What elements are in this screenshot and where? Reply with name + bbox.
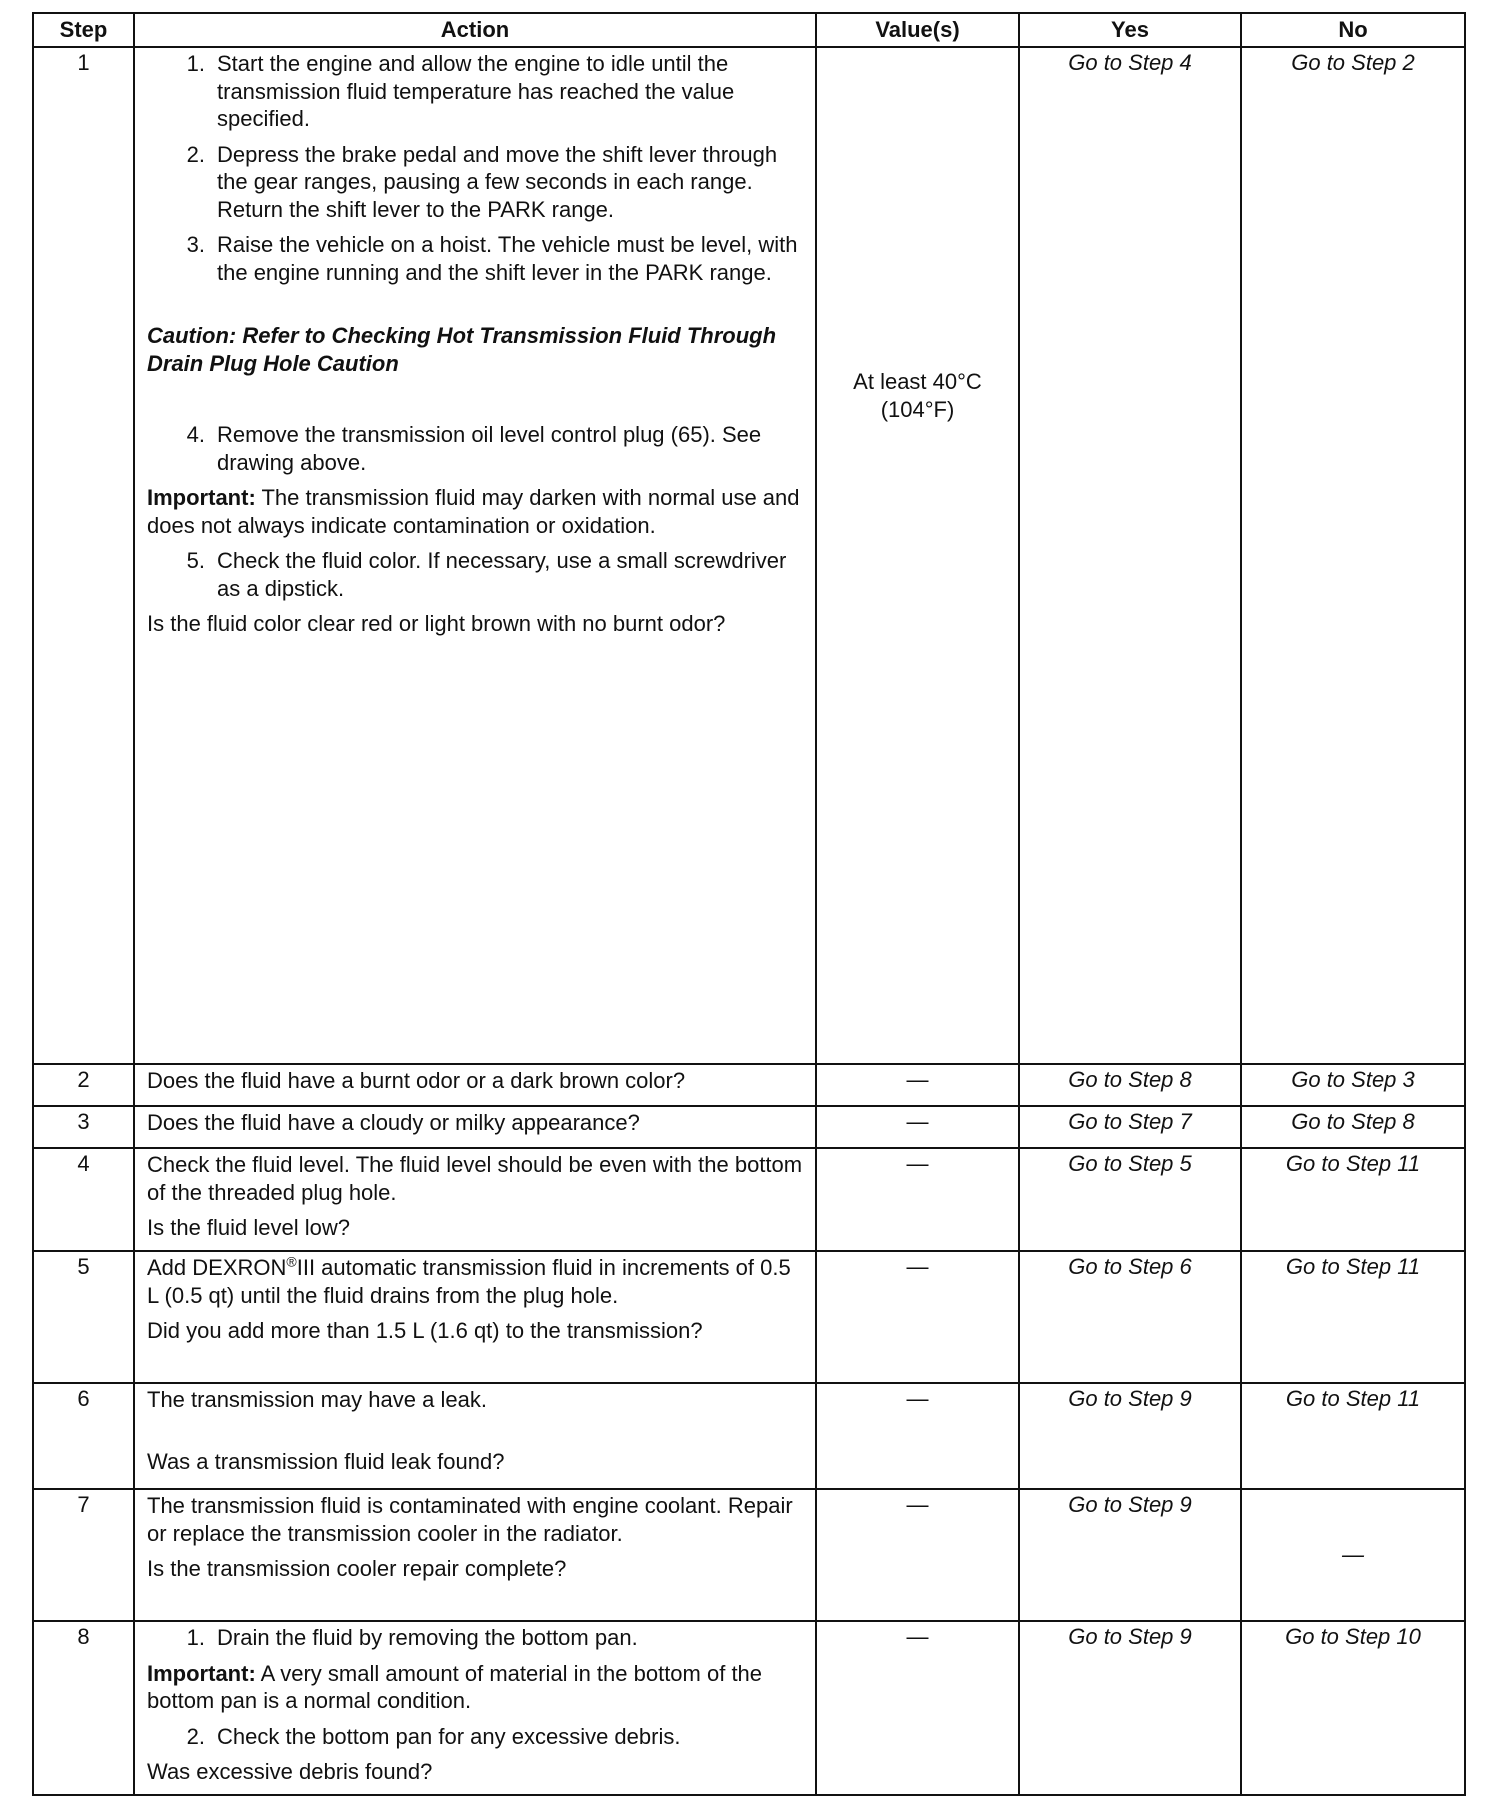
list-item bbox=[147, 547, 803, 602]
item-number: 5. bbox=[186, 548, 205, 573]
diagnostic-table bbox=[32, 12, 1466, 1796]
no-cell: Go to Step 10 bbox=[1241, 1621, 1465, 1795]
step-number: 6 bbox=[33, 1383, 134, 1489]
instruction-text: The transmission fluid is contaminated with engine coolant. Repair or replace the transmission cooler in the radiator. bbox=[147, 1493, 793, 1546]
question-text: Was excessive debris found? bbox=[147, 1759, 433, 1784]
header-action: Action bbox=[134, 13, 816, 47]
item-text: Depress the brake pedal and move the shift lever through the gear ranges, pausing a few seconds in each range. Return the shift lever to the PARK range. bbox=[217, 141, 778, 222]
yes-cell: Go to Step 9 bbox=[1019, 1621, 1241, 1795]
no-cell: Go to Step 11 bbox=[1241, 1251, 1465, 1383]
header-yes: Yes bbox=[1019, 13, 1241, 47]
value-cell: — bbox=[816, 1383, 1019, 1489]
important-note bbox=[147, 1660, 803, 1715]
value-cell: — bbox=[816, 1148, 1019, 1251]
list-item bbox=[147, 1624, 803, 1652]
question-text: Does the fluid have a burnt odor or a dark brown color? bbox=[134, 1064, 816, 1106]
important-label: Important: bbox=[147, 485, 256, 510]
value-line: At least 40°C bbox=[853, 369, 982, 394]
no-cell: — bbox=[1241, 1489, 1465, 1621]
step-number: 1 bbox=[33, 47, 134, 1064]
table-row bbox=[33, 1106, 1465, 1148]
action-cell bbox=[134, 1621, 816, 1795]
table-row bbox=[33, 1064, 1465, 1106]
important-note bbox=[147, 484, 803, 539]
table-row bbox=[33, 1251, 1465, 1383]
step-number: 5 bbox=[33, 1251, 134, 1383]
table-row bbox=[33, 1489, 1465, 1621]
item-text: Drain the fluid by removing the bottom pan. bbox=[217, 1625, 638, 1650]
no-cell: Go to Step 11 bbox=[1241, 1383, 1465, 1489]
item-text: Check the bottom pan for any excessive debris. bbox=[217, 1723, 681, 1749]
item-number: 1. bbox=[186, 51, 205, 76]
question-text: Is the transmission cooler repair complete? bbox=[147, 1556, 567, 1581]
action-cell bbox=[134, 1251, 816, 1383]
item-text: Raise the vehicle on a hoist. The vehicle must be level, with the engine running and the shift lever in the PARK range. bbox=[217, 232, 798, 285]
list-item bbox=[147, 421, 803, 476]
table-row bbox=[33, 47, 1465, 1064]
yes-cell: Go to Step 5 bbox=[1019, 1148, 1241, 1251]
value-cell: — bbox=[816, 1251, 1019, 1383]
instruction-text: The transmission may have a leak. bbox=[147, 1387, 487, 1412]
action-cell bbox=[134, 47, 816, 1064]
item-text: Remove the transmission oil level control plug (65). See drawing above. bbox=[217, 422, 762, 475]
item-number: 2. bbox=[186, 1723, 205, 1749]
no-cell: Go to Step 8 bbox=[1241, 1106, 1465, 1148]
registered-mark: ® bbox=[286, 1253, 297, 1270]
question-text: Is the fluid level low? bbox=[147, 1215, 350, 1240]
value-cell: — bbox=[816, 1064, 1019, 1106]
question-text: Does the fluid have a cloudy or milky appearance? bbox=[134, 1106, 816, 1148]
question-text: Did you add more than 1.5 L (1.6 qt) to the transmission? bbox=[147, 1318, 703, 1343]
product-name: Add DEXRON bbox=[147, 1255, 287, 1280]
list-item bbox=[147, 231, 803, 286]
yes-cell: Go to Step 4 bbox=[1019, 47, 1241, 1064]
item-number: 2. bbox=[186, 141, 205, 167]
value-cell bbox=[816, 47, 1019, 1064]
instruction-text bbox=[147, 1254, 803, 1309]
list-item bbox=[147, 50, 803, 133]
instruction-text: Check the fluid level. The fluid level should be even with the bottom of the threaded plug hole. bbox=[147, 1152, 803, 1205]
instruction-remainder: III automatic transmission fluid in increments of 0.5 L (0.5 qt) until the fluid drains from the plug hole. bbox=[147, 1255, 791, 1308]
caution-note: Caution: Refer to Checking Hot Transmission Fluid Through Drain Plug Hole Caution bbox=[147, 323, 777, 376]
item-number: 3. bbox=[186, 232, 205, 257]
yes-cell: Go to Step 8 bbox=[1019, 1064, 1241, 1106]
step-number: 7 bbox=[33, 1489, 134, 1621]
item-text: Check the fluid color. If necessary, use a small screwdriver as a dipstick. bbox=[217, 548, 787, 601]
action-cell bbox=[134, 1489, 816, 1621]
list-item bbox=[147, 1723, 803, 1751]
important-text: The transmission fluid may darken with normal use and does not always indicate contamination or oxidation. bbox=[147, 485, 800, 538]
header-step: Step bbox=[33, 13, 134, 47]
important-text: A very small amount of material in the bottom of the bottom pan is a normal condition. bbox=[147, 1660, 763, 1713]
step-number: 2 bbox=[33, 1064, 134, 1106]
value-line: (104°F) bbox=[880, 396, 955, 422]
important-label: Important: bbox=[147, 1660, 256, 1686]
item-number: 4. bbox=[186, 422, 205, 447]
no-cell: Go to Step 3 bbox=[1241, 1064, 1465, 1106]
question-text: Is the fluid color clear red or light brown with no burnt odor? bbox=[147, 611, 726, 636]
yes-cell: Go to Step 6 bbox=[1019, 1251, 1241, 1383]
table-row bbox=[33, 1621, 1465, 1795]
table-row bbox=[33, 1383, 1465, 1489]
value-cell: — bbox=[816, 1621, 1019, 1795]
item-text: Start the engine and allow the engine to idle until the transmission fluid temperature has reached the value specified. bbox=[217, 51, 735, 131]
yes-cell: Go to Step 9 bbox=[1019, 1489, 1241, 1621]
header-row bbox=[33, 13, 1465, 47]
header-no: No bbox=[1241, 13, 1465, 47]
no-cell: Go to Step 2 bbox=[1241, 47, 1465, 1064]
list-item bbox=[147, 141, 803, 224]
question-text: Was a transmission fluid leak found? bbox=[147, 1448, 505, 1474]
value-cell: — bbox=[816, 1489, 1019, 1621]
action-cell bbox=[134, 1148, 816, 1251]
header-values: Value(s) bbox=[816, 13, 1019, 47]
yes-cell: Go to Step 9 bbox=[1019, 1383, 1241, 1489]
step-number: 3 bbox=[33, 1106, 134, 1148]
item-number: 1. bbox=[186, 1625, 205, 1650]
step-number: 8 bbox=[33, 1621, 134, 1795]
no-cell: Go to Step 11 bbox=[1241, 1148, 1465, 1251]
table-row bbox=[33, 1148, 1465, 1251]
spacer bbox=[147, 1422, 803, 1448]
value-cell: — bbox=[816, 1106, 1019, 1148]
yes-cell: Go to Step 7 bbox=[1019, 1106, 1241, 1148]
action-cell bbox=[134, 1383, 816, 1489]
step-number: 4 bbox=[33, 1148, 134, 1251]
